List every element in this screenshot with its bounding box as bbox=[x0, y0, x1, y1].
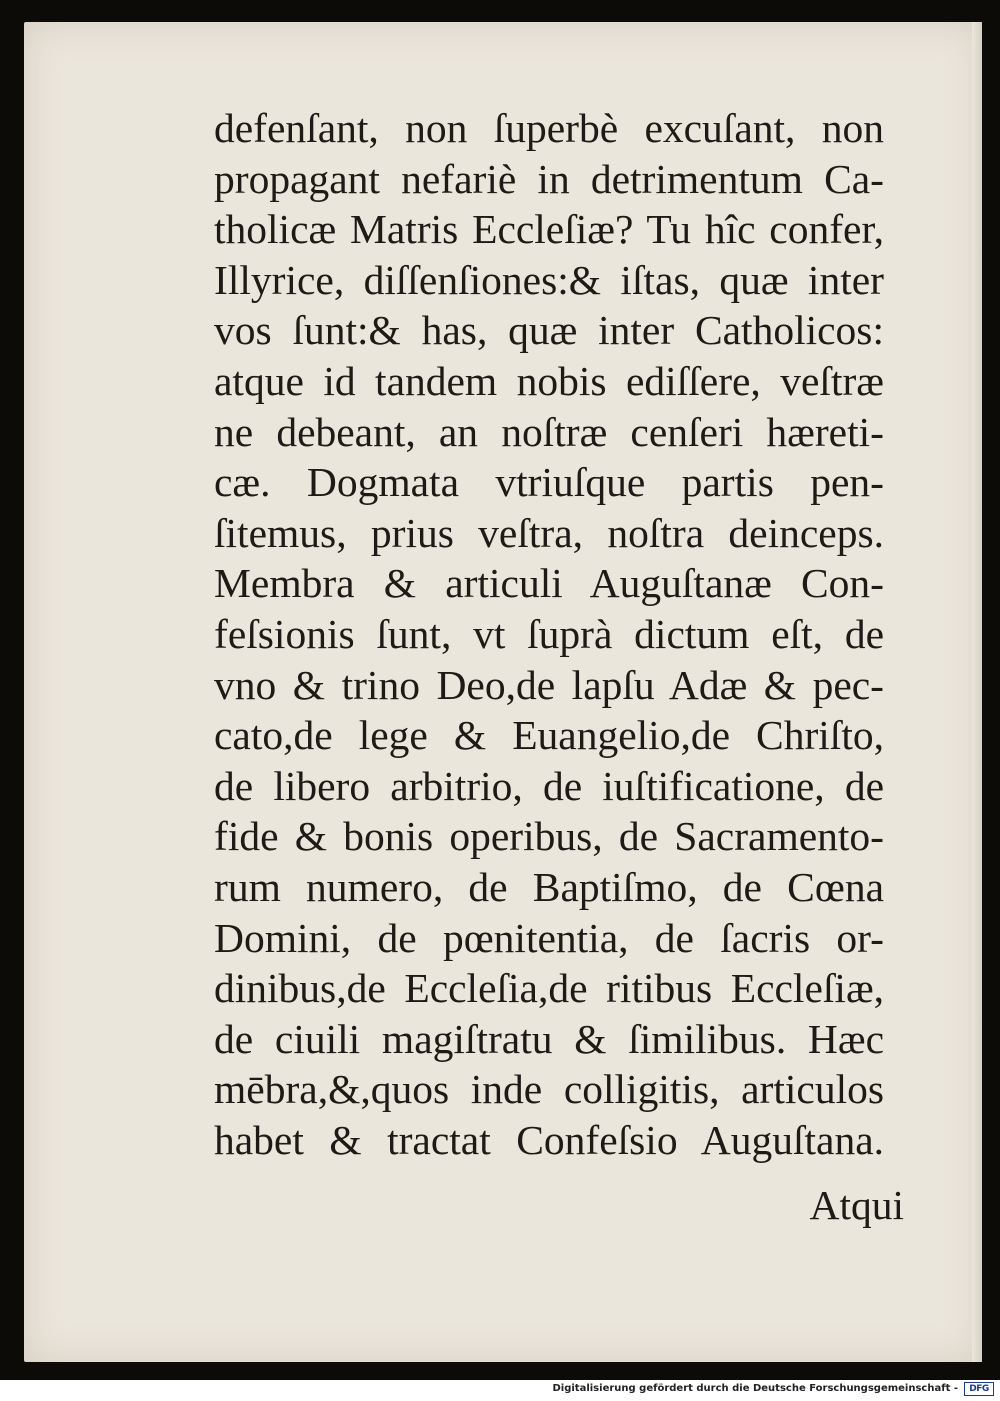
text-line: ſitemus, prius veſtra, noſtra deinceps. bbox=[214, 509, 884, 556]
text-line: ne debeant, an noſtræ cenſeri hæreti- bbox=[214, 408, 884, 455]
text-line: mēbra,&,quos inde colligitis, articulos bbox=[214, 1066, 884, 1113]
dfg-logo: DFG bbox=[964, 1382, 994, 1396]
text-line: vos ſunt:& has, quæ inter Catholicos: bbox=[214, 307, 884, 354]
body-text bbox=[214, 103, 884, 1165]
text-line: feſsionis ſunt, vt ſuprà dictum eſt, de bbox=[214, 610, 884, 657]
funding-credit: Digitalisierung gefördert durch die Deutsche Forschungsgemeinschaft - bbox=[552, 1383, 958, 1394]
text-line: defenſant, non ſuperbè excuſant, non bbox=[214, 105, 884, 151]
text-line: propagant nefariè in detrimentum Ca- bbox=[214, 155, 884, 202]
text-line: vno & trino Deo,de lapſu Adæ & pec- bbox=[214, 661, 884, 708]
text-line: Membra & articuli Auguſtanæ Con- bbox=[214, 560, 884, 607]
text-line: de libero arbitrio, de iuſtificatione, de bbox=[214, 762, 884, 809]
page-edge bbox=[972, 22, 982, 1362]
text-line: atque id tandem nobis ediſſere, veſtræ bbox=[214, 357, 884, 404]
text-line: habet & tractat Confeſsio Auguſtana. bbox=[214, 1116, 884, 1163]
text-line: cæ. Dogmata vtriuſque partis pen- bbox=[214, 459, 884, 506]
text-line: rum numero, de Baptiſmo, de Cœna bbox=[214, 863, 884, 910]
text-line: Domini, de pœnitentia, de ſacris or- bbox=[214, 914, 884, 961]
text-line: tholicæ Matris Eccleſiæ? Tu hîc confer, bbox=[214, 206, 884, 253]
text-line: cato,de lege & Euangelio,de Chriſto, bbox=[214, 712, 884, 759]
text-line: dinibus,de Eccleſia,de ritibus Eccleſiæ, bbox=[214, 965, 884, 1012]
text-line: Illyrice, diſſenſiones:& iſtas, quæ inter bbox=[214, 256, 884, 303]
text-line: de ciuili magiſtratu & ſimilibus. Hæc bbox=[214, 1015, 884, 1062]
footer-bar bbox=[0, 1380, 1000, 1401]
text-line: fide & bonis operibus, de Sacramento- bbox=[214, 813, 884, 860]
catchword: Atqui bbox=[809, 1182, 904, 1228]
